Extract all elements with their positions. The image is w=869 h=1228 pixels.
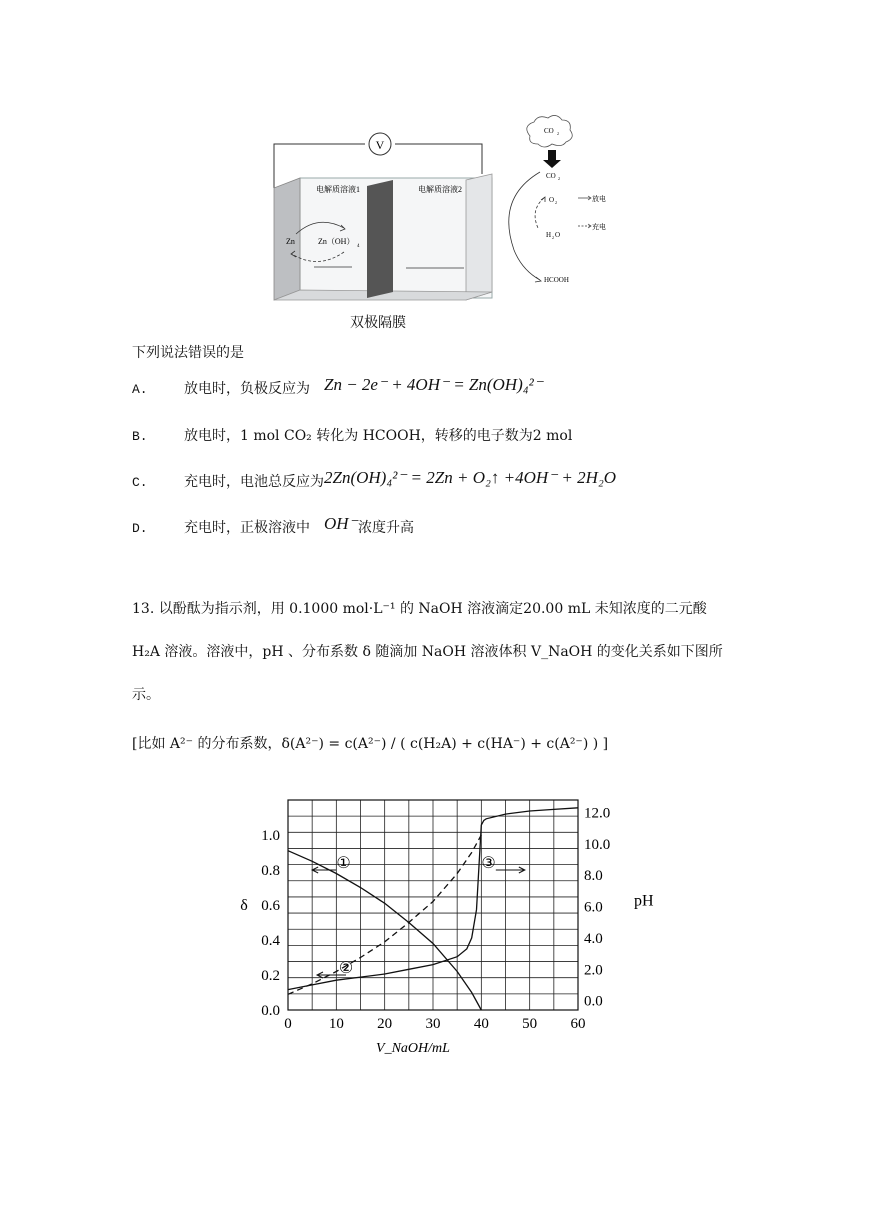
- left-tick-label: 0.0: [261, 1003, 280, 1019]
- right-tick-label: 10.0: [584, 836, 611, 853]
- left-tick-label: 0.8: [261, 863, 280, 879]
- option-suffix: 浓度升高: [358, 520, 414, 536]
- svg-text:O: O: [555, 231, 561, 239]
- figure-caption: 双极隔膜: [350, 315, 406, 331]
- option-text: 放电时，1 mol CO₂ 转化为 HCOOH，转移的电子数为2 mol: [184, 428, 573, 444]
- right-tick-label: 2.0: [584, 962, 603, 979]
- series-annotation: ①: [336, 855, 351, 872]
- electrolyte2-label: 电解质溶液2: [418, 185, 462, 194]
- left-axis-label: δ: [240, 897, 248, 914]
- co2-label: CO: [546, 172, 556, 180]
- voltmeter-label: V: [375, 138, 385, 152]
- option-letter: B.: [132, 429, 148, 444]
- x-tick-label: 0: [284, 1016, 292, 1032]
- x-axis-label: V_NaOH/mL: [376, 1041, 450, 1056]
- right-tick-label: 8.0: [584, 868, 603, 885]
- option-letter: C.: [132, 475, 148, 490]
- cloud-co2: CO: [544, 127, 554, 135]
- right-tick-label: 12.0: [584, 805, 611, 822]
- right-axis-label: pH: [634, 892, 654, 910]
- zincate-label: Zn（OH）: [318, 237, 355, 246]
- left-tick-label: 0.6: [261, 898, 280, 914]
- svg-text:2: 2: [557, 131, 559, 136]
- x-tick-label: 20: [377, 1016, 393, 1032]
- electrolyte1-label: 电解质溶液1: [316, 185, 360, 194]
- right-tick-label: 4.0: [584, 930, 603, 947]
- q12-option-b: [132, 425, 573, 444]
- series-annotation: ③: [481, 855, 496, 872]
- q13-line4: [比如 A²⁻ 的分布系数，δ(A²⁻) = c(A²⁻) / ( c(H₂A) + c(HA⁻) + c(A²⁻) ) ]: [132, 736, 609, 752]
- svg-text:2: 2: [552, 235, 554, 240]
- q13-line1: 13. 以酚酞为指示剂，用 0.1000 mol·L⁻¹ 的 NaOH 溶液滴定20.00 mL 未知浓度的二元酸: [132, 601, 707, 617]
- charge-label: 充电: [592, 223, 606, 231]
- o2-label: O: [549, 196, 555, 204]
- zincate-sub: 4: [357, 244, 360, 249]
- option-math: 2Zn(OH)₄²⁻ = 2Zn + O₂↑ +4OH⁻ + 2H₂O: [324, 468, 617, 487]
- option-letter: A.: [132, 382, 148, 397]
- series-annotation: ②: [338, 960, 354, 977]
- zn-label: Zn: [286, 237, 295, 246]
- q12-option-d: [132, 514, 414, 536]
- right-tick-label: 0.0: [584, 993, 603, 1010]
- battery-figure: [260, 110, 620, 340]
- x-tick-label: 50: [522, 1016, 538, 1032]
- down-arrow-icon: [543, 150, 561, 168]
- titration-chart: [230, 790, 660, 1070]
- left-tick-label: 0.2: [261, 968, 280, 984]
- left-tick-label: 0.4: [261, 933, 280, 949]
- x-tick-label: 10: [328, 1016, 344, 1032]
- svg-text:2: 2: [558, 176, 560, 181]
- q12-option-c: [132, 468, 617, 490]
- q12-option-a: [132, 375, 543, 397]
- q13-line3: 示。: [132, 687, 160, 703]
- option-math: Zn − 2e⁻ + 4OH⁻ = Zn(OH)₄²⁻: [324, 375, 543, 394]
- option-text: 充电时，正极溶液中: [184, 520, 310, 536]
- option-letter: D.: [132, 521, 148, 536]
- hcooh-label: HCOOH: [544, 276, 569, 284]
- h2o-label: H: [546, 231, 552, 239]
- q13-line2: H₂A 溶液。溶液中，pH 、分布系数 δ 随滴加 NaOH 溶液体积 V_NaOH 的变化关系如下图所: [132, 644, 723, 660]
- bipolar-membrane: [367, 180, 393, 298]
- discharge-label: 放电: [592, 195, 606, 203]
- option-text: 充电时，电池总反应为: [184, 474, 324, 490]
- x-tick-label: 40: [473, 1016, 489, 1032]
- left-tick-label: 1.0: [261, 828, 280, 844]
- x-tick-label: 30: [425, 1016, 441, 1032]
- q12-stem: 下列说法错误的是: [132, 345, 244, 361]
- option-text: 放电时，负极反应为: [184, 381, 310, 397]
- option-math: OH⁻: [324, 514, 358, 533]
- svg-text:2: 2: [555, 200, 557, 205]
- x-tick-label: 60: [570, 1016, 586, 1032]
- right-tick-label: 6.0: [584, 899, 603, 916]
